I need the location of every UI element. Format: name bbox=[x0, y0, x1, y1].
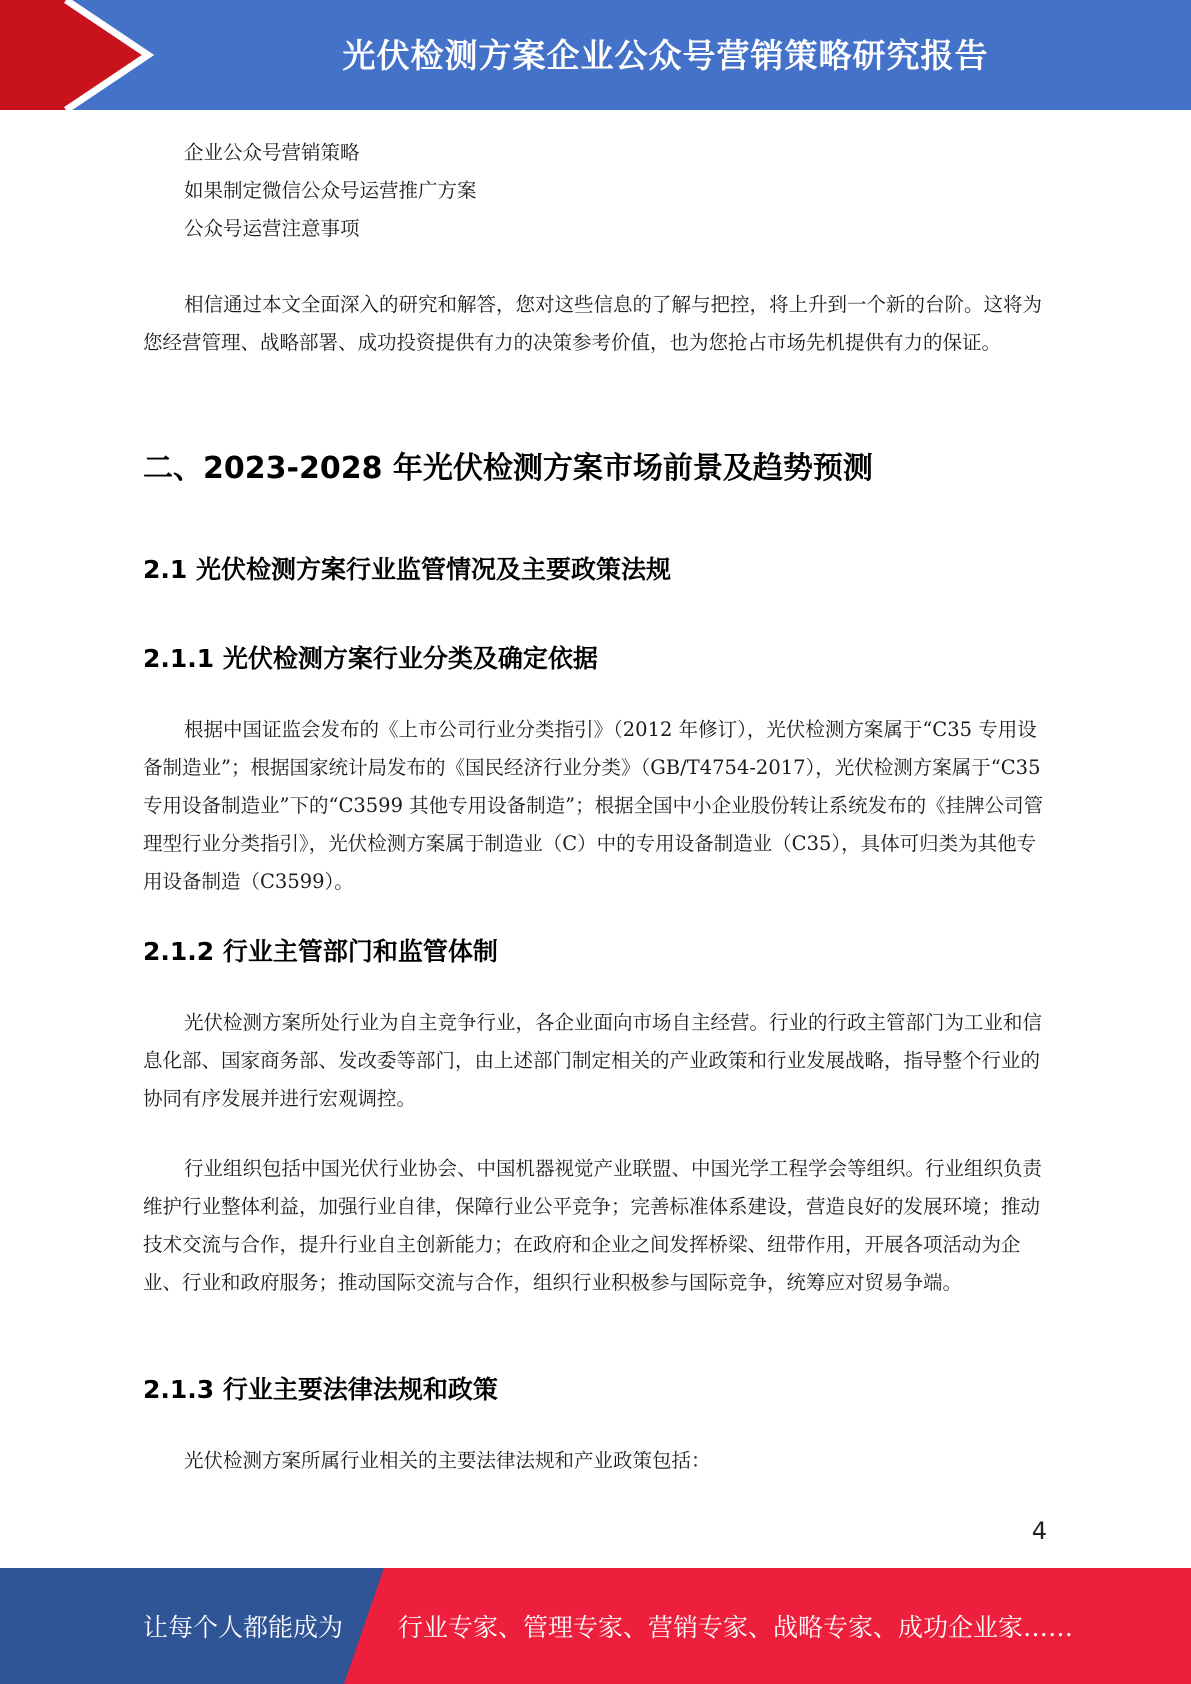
section-heading: 二、2023-2028 年光伏检测方案市场前景及趋势预测 bbox=[143, 451, 873, 486]
footer-slogan-left: 让每个人都能成为 bbox=[143, 1613, 344, 1642]
body-paragraph: 行业组织包括中国光伏行业协会、中国机器视觉产业联盟、中国光学工程学会等组织。行业组织负责维护行业整体利益，加强行业自律，保障行业公平竞争；完善标准体系建设，营造良好的发展环境；推动技术交流与合作，提升行业自主创新能力；在政府和企业之间发挥桥梁、纽带作用，开展各项活动为企业、行业和政府服务；推动国际交流与合作，组织行业积极参与国际竞争，统筹应对贸易争端。 bbox=[143, 1157, 1043, 1294]
subsection-heading: 2.1.2 行业主管部门和监管体制 bbox=[143, 937, 498, 966]
report-title: 光伏检测方案企业公众号营销策略研究报告 bbox=[342, 35, 989, 75]
page-number: 4 bbox=[1031, 1517, 1047, 1545]
list-item: 企业公众号营销策略 bbox=[184, 141, 360, 164]
list-item: 公众号运营注意事项 bbox=[184, 217, 360, 240]
subsection-heading: 2.1.3 行业主要法律法规和政策 bbox=[143, 1375, 498, 1404]
body-paragraph: 光伏检测方案所处行业为自主竞争行业，各企业面向市场自主经营。行业的行政主管部门为工业和信息化部、国家商务部、发改委等部门，由上述部门制定相关的产业政策和行业发展战略，指导整个行业的协同有序发展并进行宏观调控。 bbox=[143, 1011, 1043, 1110]
footer-slogan-right: 行业专家、管理专家、营销专家、战略专家、成功企业家…… bbox=[398, 1613, 1074, 1642]
list-item: 如果制定微信公众号运营推广方案 bbox=[184, 179, 477, 202]
subsection-heading: 2.1 光伏检测方案行业监管情况及主要政策法规 bbox=[143, 555, 671, 584]
body-paragraph: 光伏检测方案所属行业相关的主要法律法规和产业政策包括： bbox=[184, 1449, 711, 1472]
footer-banner bbox=[0, 1568, 1191, 1684]
subsection-heading: 2.1.1 光伏检测方案行业分类及确定依据 bbox=[143, 644, 598, 673]
intro-paragraph: 相信通过本文全面深入的研究和解答，您对这些信息的了解与把控，将上升到一个新的台阶。这将为您经营管理、战略部署、成功投资提供有力的决策参考价值，也为您抢占市场先机提供有力的保证。 bbox=[143, 293, 1043, 354]
body-paragraph: 根据中国证监会发布的《上市公司行业分类指引》（2012 年修订），光伏检测方案属于“C35 专用设备制造业”；根据国家统计局发布的《国民经济行业分类》（GB/T4754-2017），光伏检测方案属于“C35 专用设备制造业”下的“C3599 其他专用设备制造”；根据全国中小企业股份转让系统发布的《挂牌公司管理型行业分类指引》，光伏检测方案属于制造业（C）中的专用设备制造业（C35），具体可归类为其他专用设备制造（C3599）。 bbox=[143, 718, 1044, 893]
header-banner bbox=[0, 0, 1191, 110]
